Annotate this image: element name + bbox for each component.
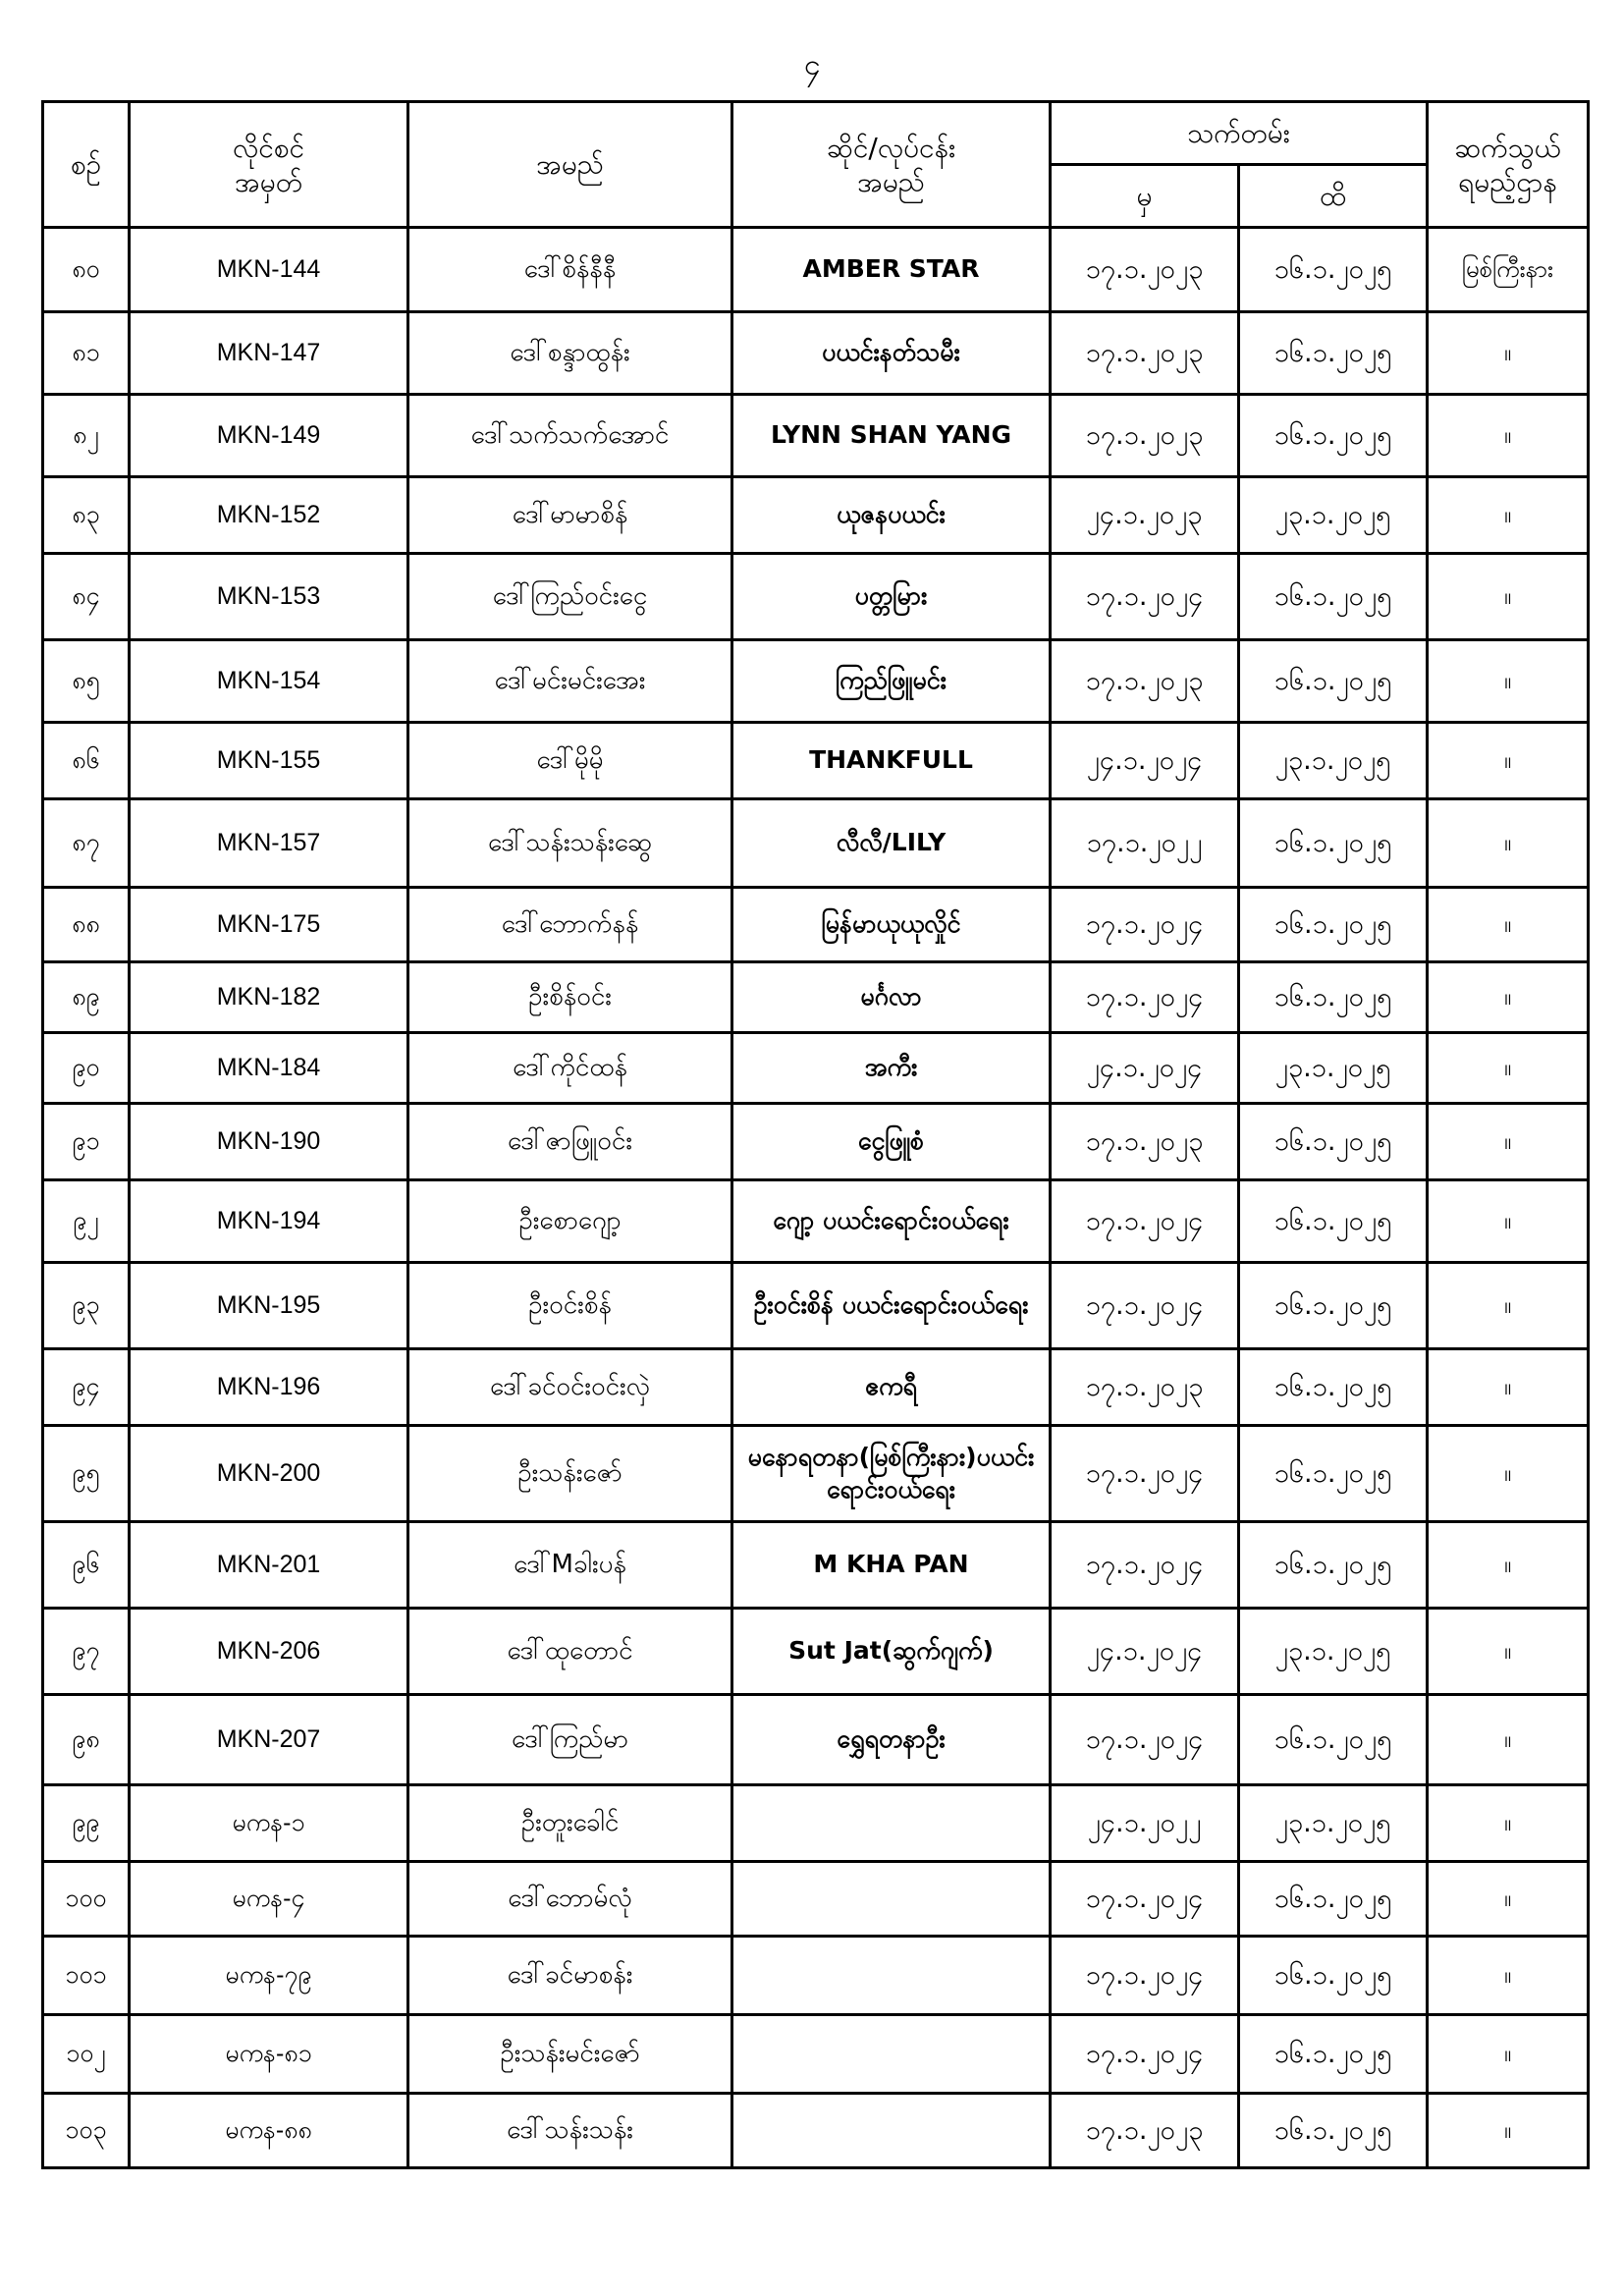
cell-to: ၁၆.၁.၂၀၂၅ — [1239, 554, 1428, 640]
cell-name: ဒေါ်မာမာစိန် — [408, 477, 732, 554]
cell-office: ။ — [1428, 640, 1589, 723]
cell-license: MKN-147 — [130, 312, 408, 395]
cell-name: ဒေါ်ကြည်ဝင်းငွေ — [408, 554, 732, 640]
cell-to: ၂၃.၁.၂၀၂၅ — [1239, 1033, 1428, 1104]
cell-office: ။ — [1428, 1033, 1589, 1104]
cell-shop: ဂျော့ ပယင်းရောင်းဝယ်ရေး — [732, 1180, 1051, 1263]
cell-shop: ဦးဝင်းစိန် ပယင်းရောင်းဝယ်ရေး — [732, 1263, 1051, 1349]
cell-name: ဒေါ်ဘောက်နန် — [408, 888, 732, 962]
cell-no: ၉၃ — [43, 1263, 130, 1349]
cell-license: MKN-200 — [130, 1426, 408, 1522]
cell-from: ၁၇.၁.၂၀၂၂ — [1051, 799, 1239, 888]
header-from: မှ — [1051, 165, 1239, 228]
cell-from: ၁၇.၁.၂၀၂၃ — [1051, 312, 1239, 395]
table-body — [43, 228, 1589, 2168]
cell-name: ဒေါ်စိန်နီနီ — [408, 228, 732, 312]
cell-name: ဦးစောဂျော့ — [408, 1180, 732, 1263]
cell-office: ။ — [1428, 1785, 1589, 1862]
cell-from: ၁၇.၁.၂၀၂၄ — [1051, 554, 1239, 640]
table-row — [43, 2094, 1589, 2168]
cell-license: မကန-၈၈ — [130, 2094, 408, 2168]
cell-office: ။ — [1428, 2015, 1589, 2094]
cell-name: ဒေါ်သန်းသန်းဆွေ — [408, 799, 732, 888]
cell-shop: Sut Jat(ဆွက်ဂျက်) — [732, 1609, 1051, 1695]
cell-to: ၁၆.၁.၂၀၂၅ — [1239, 1862, 1428, 1937]
cell-license: မကန-၄ — [130, 1862, 408, 1937]
cell-license: MKN-201 — [130, 1522, 408, 1609]
table-row — [43, 1609, 1589, 1695]
table-row — [43, 1695, 1589, 1785]
cell-shop — [732, 1862, 1051, 1937]
cell-office: ။ — [1428, 1522, 1589, 1609]
cell-shop: မင်္ဂလာ — [732, 962, 1051, 1033]
cell-name: ဦးသန်းမင်းဇော် — [408, 2015, 732, 2094]
cell-license: မကန-၇၉ — [130, 1937, 408, 2015]
table-row — [43, 723, 1589, 799]
cell-name: ဒေါ်မိုမို — [408, 723, 732, 799]
cell-name: ဒေါ်ကြည်မာ — [408, 1695, 732, 1785]
cell-to: ၁၆.၁.၂၀၂၅ — [1239, 1349, 1428, 1426]
cell-shop: ယုဇနပယင်း — [732, 477, 1051, 554]
cell-from: ၁၇.၁.၂၀၂၃ — [1051, 1104, 1239, 1180]
cell-from: ၁၇.၁.၂၀၂၄ — [1051, 962, 1239, 1033]
cell-no: ၈၃ — [43, 477, 130, 554]
license-register-table — [41, 100, 1590, 2169]
cell-office: ။ — [1428, 2094, 1589, 2168]
cell-no: ၁၀၃ — [43, 2094, 130, 2168]
cell-to: ၁၆.၁.၂၀၂၅ — [1239, 1695, 1428, 1785]
cell-shop: လီလီ/LILY — [732, 799, 1051, 888]
cell-from: ၁၇.၁.၂၀၂၄ — [1051, 1522, 1239, 1609]
cell-office: ။ — [1428, 888, 1589, 962]
cell-shop: မနောရတနာ(မြစ်ကြီးနား)ပယင်းရောင်းဝယ်ရေး — [732, 1426, 1051, 1522]
cell-name: ဒေါ်သက်သက်အောင် — [408, 395, 732, 477]
cell-no: ၁၀၀ — [43, 1862, 130, 1937]
cell-from: ၁၇.၁.၂၀၂၄ — [1051, 1180, 1239, 1263]
table-row — [43, 1104, 1589, 1180]
cell-license: MKN-144 — [130, 228, 408, 312]
cell-no: ၈၁ — [43, 312, 130, 395]
cell-office: ။ — [1428, 723, 1589, 799]
cell-license: MKN-175 — [130, 888, 408, 962]
cell-to: ၁၆.၁.၂၀၂၅ — [1239, 395, 1428, 477]
cell-no: ၈၈ — [43, 888, 130, 962]
table-row — [43, 799, 1589, 888]
cell-no: ၁၀၁ — [43, 1937, 130, 2015]
cell-to: ၂၃.၁.၂၀၂၅ — [1239, 477, 1428, 554]
cell-name: ဒေါ်ထုတောင် — [408, 1609, 732, 1695]
table-row — [43, 1349, 1589, 1426]
cell-name: ဒေါ်ဘောမ်လုံ — [408, 1862, 732, 1937]
cell-shop: THANKFULL — [732, 723, 1051, 799]
cell-to: ၁၆.၁.၂၀၂၅ — [1239, 1426, 1428, 1522]
header-validity: သက်တမ်း — [1051, 102, 1428, 165]
cell-to: ၁၆.၁.၂၀၂၅ — [1239, 1263, 1428, 1349]
cell-from: ၁၇.၁.၂၀၂၄ — [1051, 888, 1239, 962]
cell-from: ၂၄.၁.၂၀၂၄ — [1051, 1033, 1239, 1104]
cell-office: ။ — [1428, 962, 1589, 1033]
cell-shop: မြန်မာယုယုလှိုင် — [732, 888, 1051, 962]
cell-license: မကန-၁ — [130, 1785, 408, 1862]
cell-office: ။ — [1428, 1263, 1589, 1349]
cell-license: MKN-153 — [130, 554, 408, 640]
cell-name: ဒေါ်ကိုင်ထန် — [408, 1033, 732, 1104]
table-row — [43, 1937, 1589, 2015]
cell-to: ၁၆.၁.၂၀၂၅ — [1239, 1522, 1428, 1609]
table-row — [43, 2015, 1589, 2094]
cell-name: ဦးသန်းဇော် — [408, 1426, 732, 1522]
table-header — [43, 102, 1589, 228]
cell-no: ၉၈ — [43, 1695, 130, 1785]
cell-office: ။ — [1428, 1609, 1589, 1695]
table-row — [43, 554, 1589, 640]
cell-office: မြစ်ကြီးနား — [1428, 228, 1589, 312]
cell-no: ၉၉ — [43, 1785, 130, 1862]
cell-shop: ပတ္တမြား — [732, 554, 1051, 640]
cell-from: ၁၇.၁.၂၀၂၄ — [1051, 2015, 1239, 2094]
cell-to: ၁၆.၁.၂၀၂၅ — [1239, 1104, 1428, 1180]
table-row — [43, 962, 1589, 1033]
cell-no: ၉၀ — [43, 1033, 130, 1104]
cell-no: ၈၄ — [43, 554, 130, 640]
cell-no: ၉၅ — [43, 1426, 130, 1522]
cell-name: ဦးတူးခေါင် — [408, 1785, 732, 1862]
cell-no: ၈၅ — [43, 640, 130, 723]
cell-from: ၂၄.၁.၂၀၂၂ — [1051, 1785, 1239, 1862]
cell-to: ၁၆.၁.၂၀၂၅ — [1239, 312, 1428, 395]
cell-no: ၈၆ — [43, 723, 130, 799]
cell-from: ၁၇.၁.၂၀၂၃ — [1051, 1349, 1239, 1426]
cell-license: MKN-190 — [130, 1104, 408, 1180]
cell-to: ၁၆.၁.၂၀၂၅ — [1239, 962, 1428, 1033]
cell-no: ၁၀၂ — [43, 2015, 130, 2094]
table-row — [43, 395, 1589, 477]
cell-office: ။ — [1428, 477, 1589, 554]
cell-office: ။ — [1428, 554, 1589, 640]
cell-office: ။ — [1428, 1862, 1589, 1937]
table-row — [43, 1033, 1589, 1104]
cell-license: MKN-196 — [130, 1349, 408, 1426]
cell-office: ။ — [1428, 1695, 1589, 1785]
cell-name: ဒေါ်သန်းသန်း — [408, 2094, 732, 2168]
cell-office: ။ — [1428, 1426, 1589, 1522]
cell-shop — [732, 2094, 1051, 2168]
cell-no: ၉၆ — [43, 1522, 130, 1609]
cell-name: ဦးဝင်းစိန် — [408, 1263, 732, 1349]
table-row — [43, 312, 1589, 395]
cell-shop: ပယင်းနတ်သမီး — [732, 312, 1051, 395]
cell-license: MKN-195 — [130, 1263, 408, 1349]
table-row — [43, 640, 1589, 723]
cell-shop: ငွေဖြူစံ — [732, 1104, 1051, 1180]
cell-name: ဒေါ်မင်းမင်းအေး — [408, 640, 732, 723]
cell-from: ၁၇.၁.၂၀၂၄ — [1051, 1263, 1239, 1349]
cell-shop: M KHA PAN — [732, 1522, 1051, 1609]
cell-no: ၈၉ — [43, 962, 130, 1033]
header-name: အမည် — [408, 102, 732, 228]
page-number: ၄ — [803, 48, 821, 82]
cell-name: ဒေါ်စန္ဒာထွန်း — [408, 312, 732, 395]
cell-to: ၂၃.၁.၂၀၂၅ — [1239, 723, 1428, 799]
cell-to: ၁၆.၁.၂၀၂၅ — [1239, 2015, 1428, 2094]
cell-no: ၉၂ — [43, 1180, 130, 1263]
cell-from: ၂၄.၁.၂၀၂၃ — [1051, 477, 1239, 554]
header-license: လိုင်စင် အမှတ် — [130, 102, 408, 228]
table-row — [43, 888, 1589, 962]
cell-license: MKN-149 — [130, 395, 408, 477]
table-row — [43, 1862, 1589, 1937]
cell-office: ။ — [1428, 395, 1589, 477]
cell-name: ဒေါ်ဇာဖြူဝင်း — [408, 1104, 732, 1180]
cell-shop: ဧကရီ — [732, 1349, 1051, 1426]
cell-shop — [732, 1937, 1051, 2015]
cell-license: MKN-152 — [130, 477, 408, 554]
cell-from: ၁၇.၁.၂၀၂၄ — [1051, 1695, 1239, 1785]
cell-office: ။ — [1428, 1349, 1589, 1426]
cell-name: ဒေါ်ခင်မာစန်း — [408, 1937, 732, 2015]
cell-no: ၉၁ — [43, 1104, 130, 1180]
cell-shop: ရွှေရတနာဦး — [732, 1695, 1051, 1785]
cell-to: ၂၃.၁.၂၀၂၅ — [1239, 1785, 1428, 1862]
cell-from: ၁၇.၁.၂၀၂၃ — [1051, 2094, 1239, 2168]
cell-license: MKN-207 — [130, 1695, 408, 1785]
header-no: စဉ် — [43, 102, 130, 228]
table-row — [43, 228, 1589, 312]
table-row — [43, 1522, 1589, 1609]
table-row — [43, 1426, 1589, 1522]
cell-from: ၁၇.၁.၂၀၂၃ — [1051, 395, 1239, 477]
header-office: ဆက်သွယ် ရမည့်ဌာန — [1428, 102, 1589, 228]
cell-to: ၁၆.၁.၂၀၂၅ — [1239, 1180, 1428, 1263]
cell-office: ။ — [1428, 1104, 1589, 1180]
cell-shop — [732, 1785, 1051, 1862]
cell-from: ၁၇.၁.၂၀၂၃ — [1051, 228, 1239, 312]
cell-license: MKN-182 — [130, 962, 408, 1033]
cell-license: MKN-157 — [130, 799, 408, 888]
cell-to: ၁၆.၁.၂၀၂၅ — [1239, 640, 1428, 723]
cell-license: MKN-155 — [130, 723, 408, 799]
cell-from: ၂၄.၁.၂၀၂၄ — [1051, 723, 1239, 799]
cell-office: ။ — [1428, 312, 1589, 395]
table-row — [43, 1263, 1589, 1349]
cell-license: MKN-194 — [130, 1180, 408, 1263]
cell-name: ဦးစိန်ဝင်း — [408, 962, 732, 1033]
cell-office: ။ — [1428, 1937, 1589, 2015]
cell-from: ၁၇.၁.၂၀၂၄ — [1051, 1426, 1239, 1522]
cell-name: ဒေါ်ခင်ဝင်းဝင်းလှဲ — [408, 1349, 732, 1426]
table-row — [43, 1785, 1589, 1862]
cell-license: MKN-184 — [130, 1033, 408, 1104]
cell-no: ၈၂ — [43, 395, 130, 477]
cell-from: ၁၇.၁.၂၀၂၄ — [1051, 1862, 1239, 1937]
cell-to: ၁၆.၁.၂၀၂၅ — [1239, 228, 1428, 312]
cell-shop: အကီး — [732, 1033, 1051, 1104]
cell-shop — [732, 2015, 1051, 2094]
cell-to: ၁၆.၁.၂၀၂၅ — [1239, 888, 1428, 962]
cell-to: ၁၆.၁.၂၀၂၅ — [1239, 1937, 1428, 2015]
cell-license: MKN-206 — [130, 1609, 408, 1695]
cell-office: ။ — [1428, 799, 1589, 888]
cell-name: ဒေါ်Mခါးပန် — [408, 1522, 732, 1609]
cell-shop: LYNN SHAN YANG — [732, 395, 1051, 477]
cell-license: MKN-154 — [130, 640, 408, 723]
cell-license: မကန-၈၁ — [130, 2015, 408, 2094]
cell-to: ၁၆.၁.၂၀၂၅ — [1239, 799, 1428, 888]
cell-from: ၁၇.၁.၂၀၂၄ — [1051, 1937, 1239, 2015]
cell-office: ။ — [1428, 1180, 1589, 1263]
cell-shop: ကြည်ဖြူမင်း — [732, 640, 1051, 723]
cell-from: ၁၇.၁.၂၀၂၃ — [1051, 640, 1239, 723]
table-row — [43, 477, 1589, 554]
cell-no: ၈၀ — [43, 228, 130, 312]
header-to: ထိ — [1239, 165, 1428, 228]
table-row — [43, 1180, 1589, 1263]
cell-no: ၉၇ — [43, 1609, 130, 1695]
cell-to: ၂၃.၁.၂၀၂၅ — [1239, 1609, 1428, 1695]
cell-shop: AMBER STAR — [732, 228, 1051, 312]
cell-from: ၂၄.၁.၂၀၂၄ — [1051, 1609, 1239, 1695]
cell-to: ၁၆.၁.၂၀၂၅ — [1239, 2094, 1428, 2168]
cell-no: ၉၄ — [43, 1349, 130, 1426]
cell-no: ၈၇ — [43, 799, 130, 888]
header-shop: ဆိုင်/လုပ်ငန်း အမည် — [732, 102, 1051, 228]
